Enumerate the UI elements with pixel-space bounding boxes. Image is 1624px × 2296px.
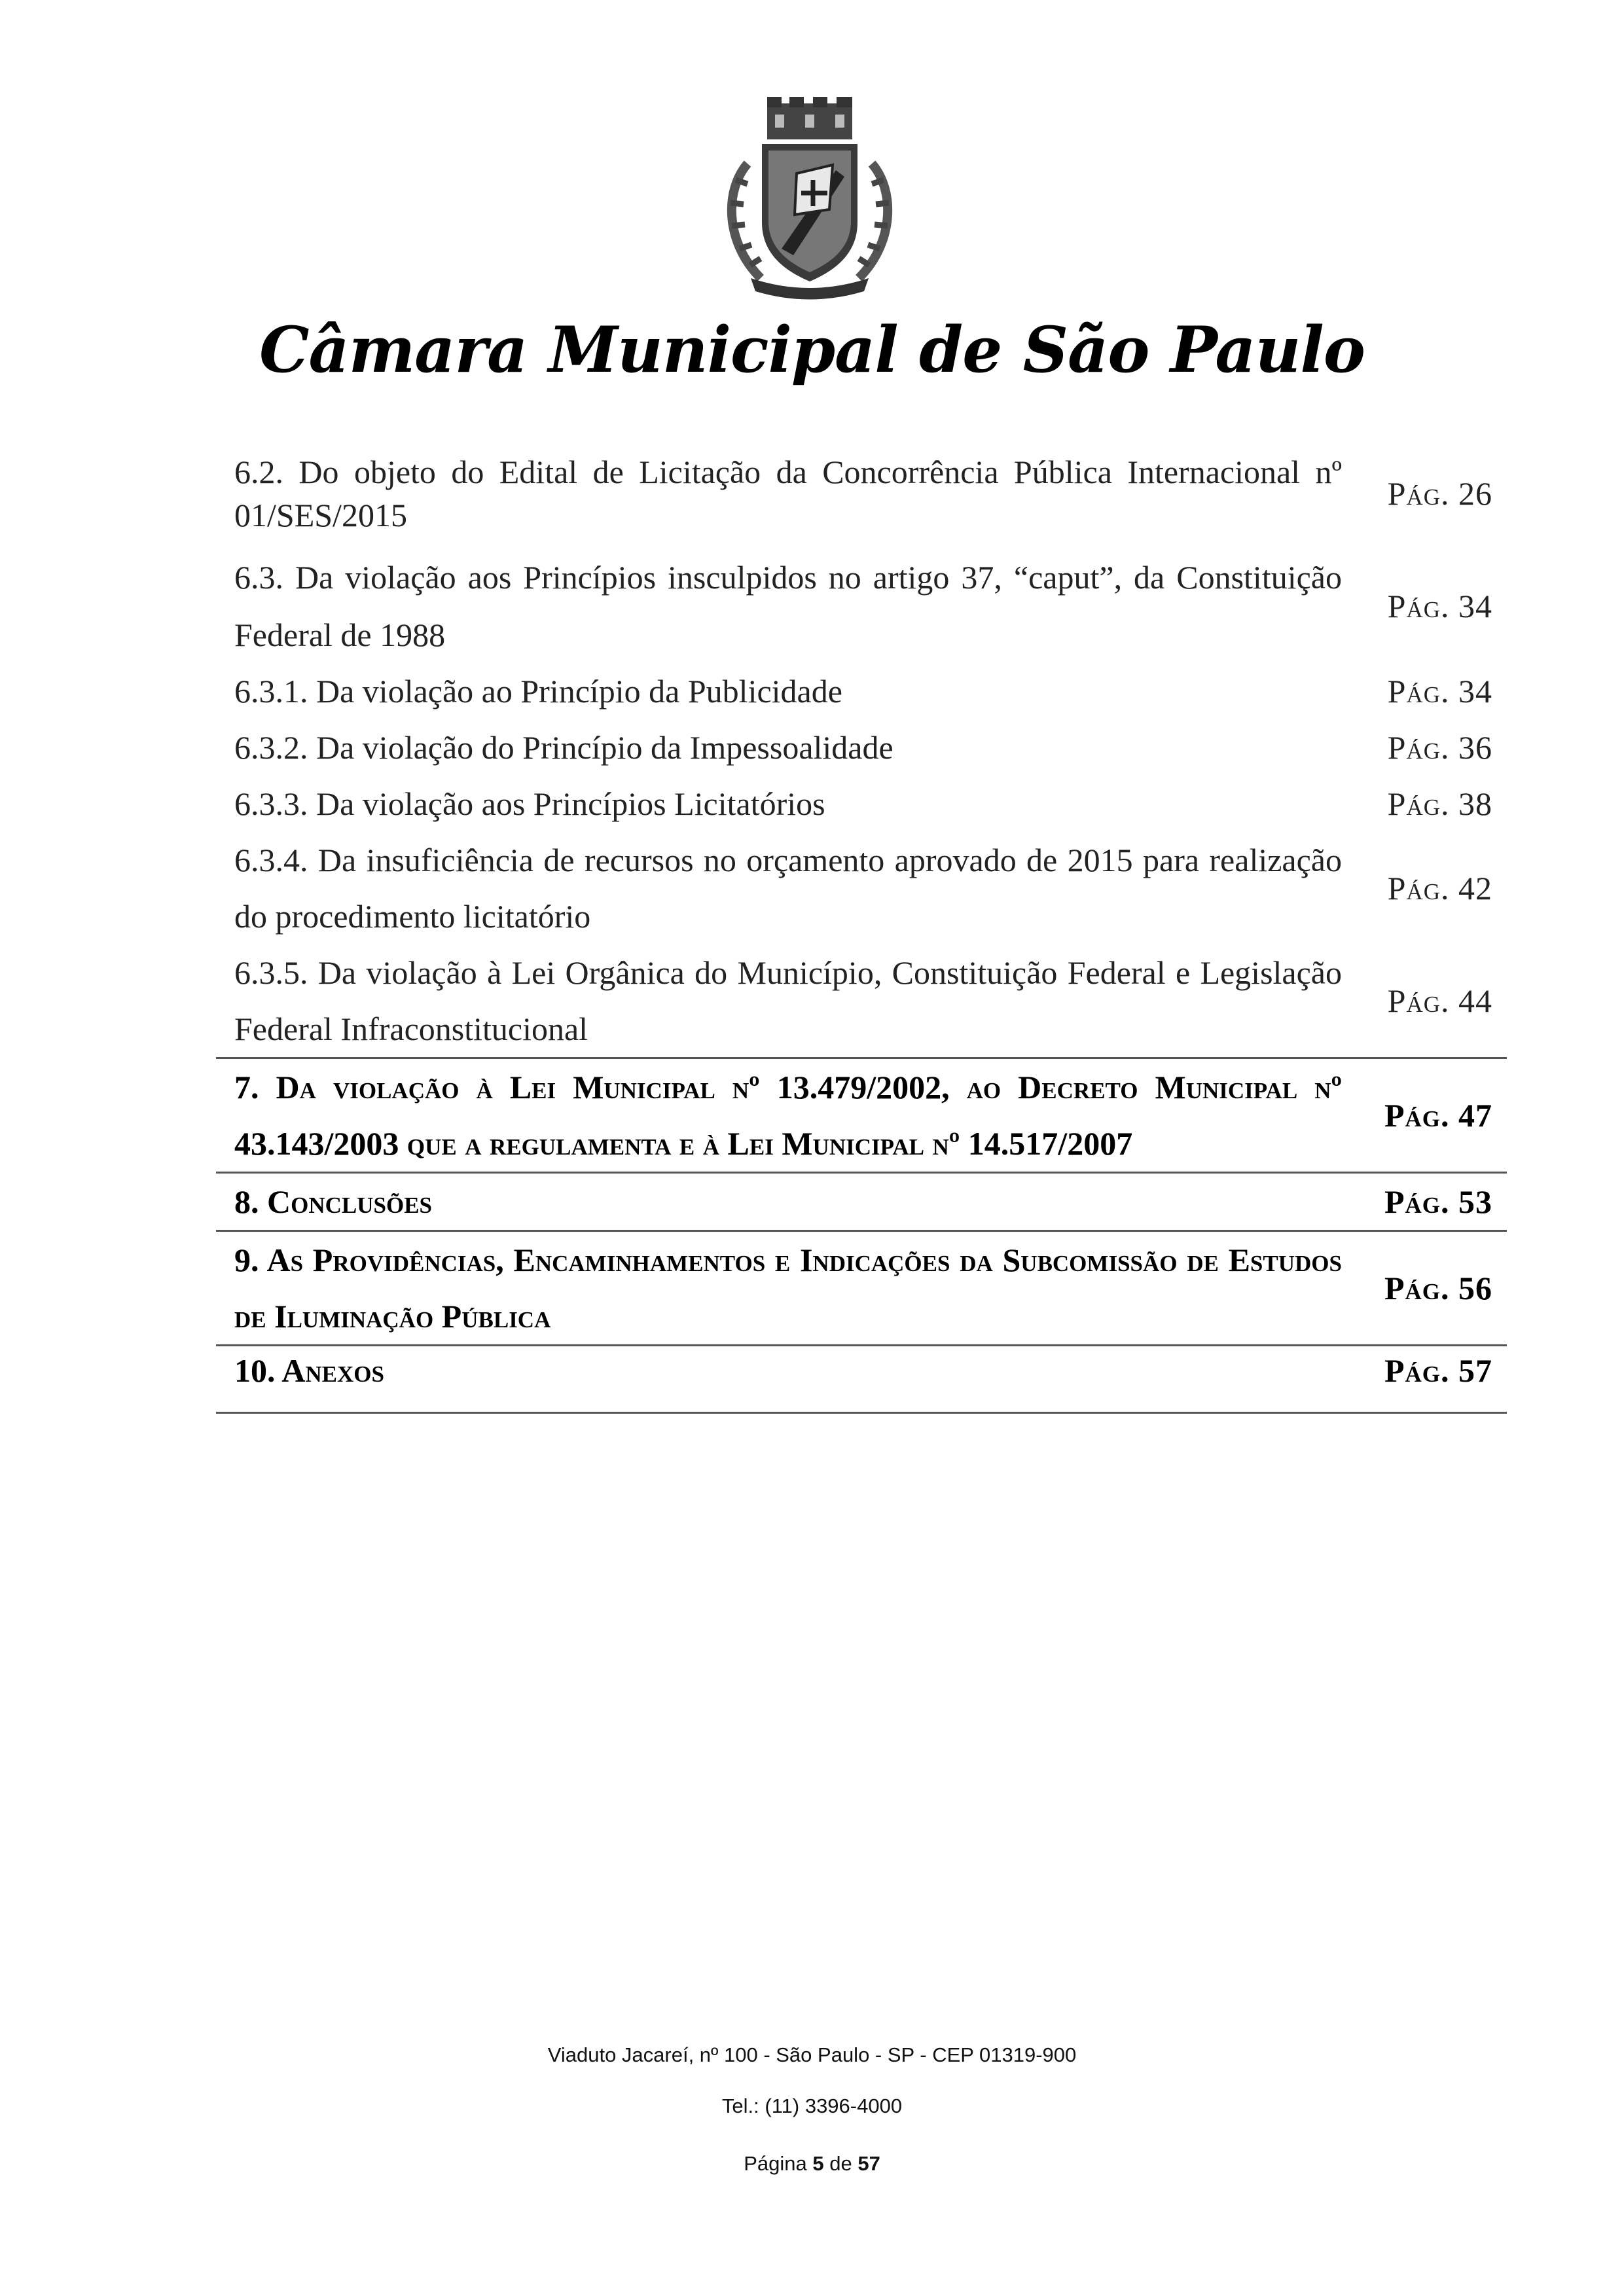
toc-row [216, 663, 1507, 719]
page-of: de [829, 2152, 852, 2175]
toc-entry-page: Pág. 57 [1384, 1352, 1492, 1389]
toc-entry-text: 7. Da violação à Lei Municipal nº 13.479/2002, ao Decreto Municipal nº 43.143/2003 que a regulamenta e à Lei Municipal nº 14.517/2007 [234, 1069, 1342, 1162]
toc-row [216, 548, 1507, 663]
footer-page-number [0, 2152, 1624, 2176]
toc-entry-page: Pág. 56 [1384, 1270, 1492, 1306]
toc-entry-page: Pág. 53 [1384, 1183, 1492, 1220]
toc-entry-text: 6.3.1. Da violação ao Princípio da Publicidade [234, 673, 842, 709]
toc-entry-page: Pág. 44 [1387, 982, 1492, 1019]
toc-row [216, 1344, 1507, 1414]
toc-entry-text: 6.3.3. Da violação aos Princípios Licitatórios [234, 785, 825, 822]
coat-of-arms-icon [721, 92, 898, 308]
toc-row [216, 776, 1507, 832]
toc-entry-text: 9. As Providências, Encaminhamentos e Indicações da Subcomissão de Estudos de Iluminação Pública [234, 1242, 1342, 1335]
toc-entry-page: Pág. 34 [1387, 673, 1492, 709]
toc-entry-text: 6.2. Do objeto do Edital de Licitação da Concorrência Pública Internacional nº 01/SES/2015 [234, 454, 1342, 533]
footer-phone: Tel.: (11) 3396-4000 [721, 2094, 903, 2117]
toc-entry-page: Pág. 34 [1387, 587, 1492, 624]
table-of-contents [216, 439, 1507, 1414]
toc-entry-text: 8. Conclusões [234, 1183, 433, 1220]
footer-address: Viaduto Jacareí, nº 100 - São Paulo - SP - CEP 01319-900 [547, 2043, 1077, 2066]
toc-entry-page: Pág. 26 [1387, 475, 1492, 512]
page-current: 5 [812, 2152, 824, 2175]
document-title: Câmara Municipal de São Paulo [259, 313, 1365, 387]
toc-entry-page: Pág. 38 [1387, 785, 1492, 822]
toc-row [216, 439, 1507, 548]
toc-entry-page: Pág. 47 [1384, 1097, 1492, 1134]
toc-row [216, 1172, 1507, 1230]
toc-entry-text: 10. Anexos [234, 1352, 384, 1389]
toc-entry-page: Pág. 36 [1387, 729, 1492, 766]
toc-row [216, 1057, 1507, 1172]
toc-entry-text: 6.3.5. Da violação à Lei Orgânica do Município, Constituição Federal e Legislação Federal Infraconstitucional [234, 954, 1342, 1047]
toc-row [216, 832, 1507, 944]
page-label: Página [744, 2152, 807, 2175]
toc-row [216, 1230, 1507, 1344]
toc-row [216, 719, 1507, 776]
toc-entry-text: 6.3.4. Da insuficiência de recursos no orçamento aprovado de 2015 para realização do procedimento licitatório [234, 842, 1342, 935]
toc-entry-text: 6.3.2. Da violação do Princípio da Impessoalidade [234, 729, 893, 766]
toc-row [216, 944, 1507, 1057]
toc-entry-page: Pág. 42 [1387, 870, 1492, 906]
page-total: 57 [857, 2152, 880, 2175]
toc-entry-text: 6.3. Da violação aos Princípios insculpidos no artigo 37, “caput”, da Constituição Federal de 1988 [234, 558, 1342, 653]
